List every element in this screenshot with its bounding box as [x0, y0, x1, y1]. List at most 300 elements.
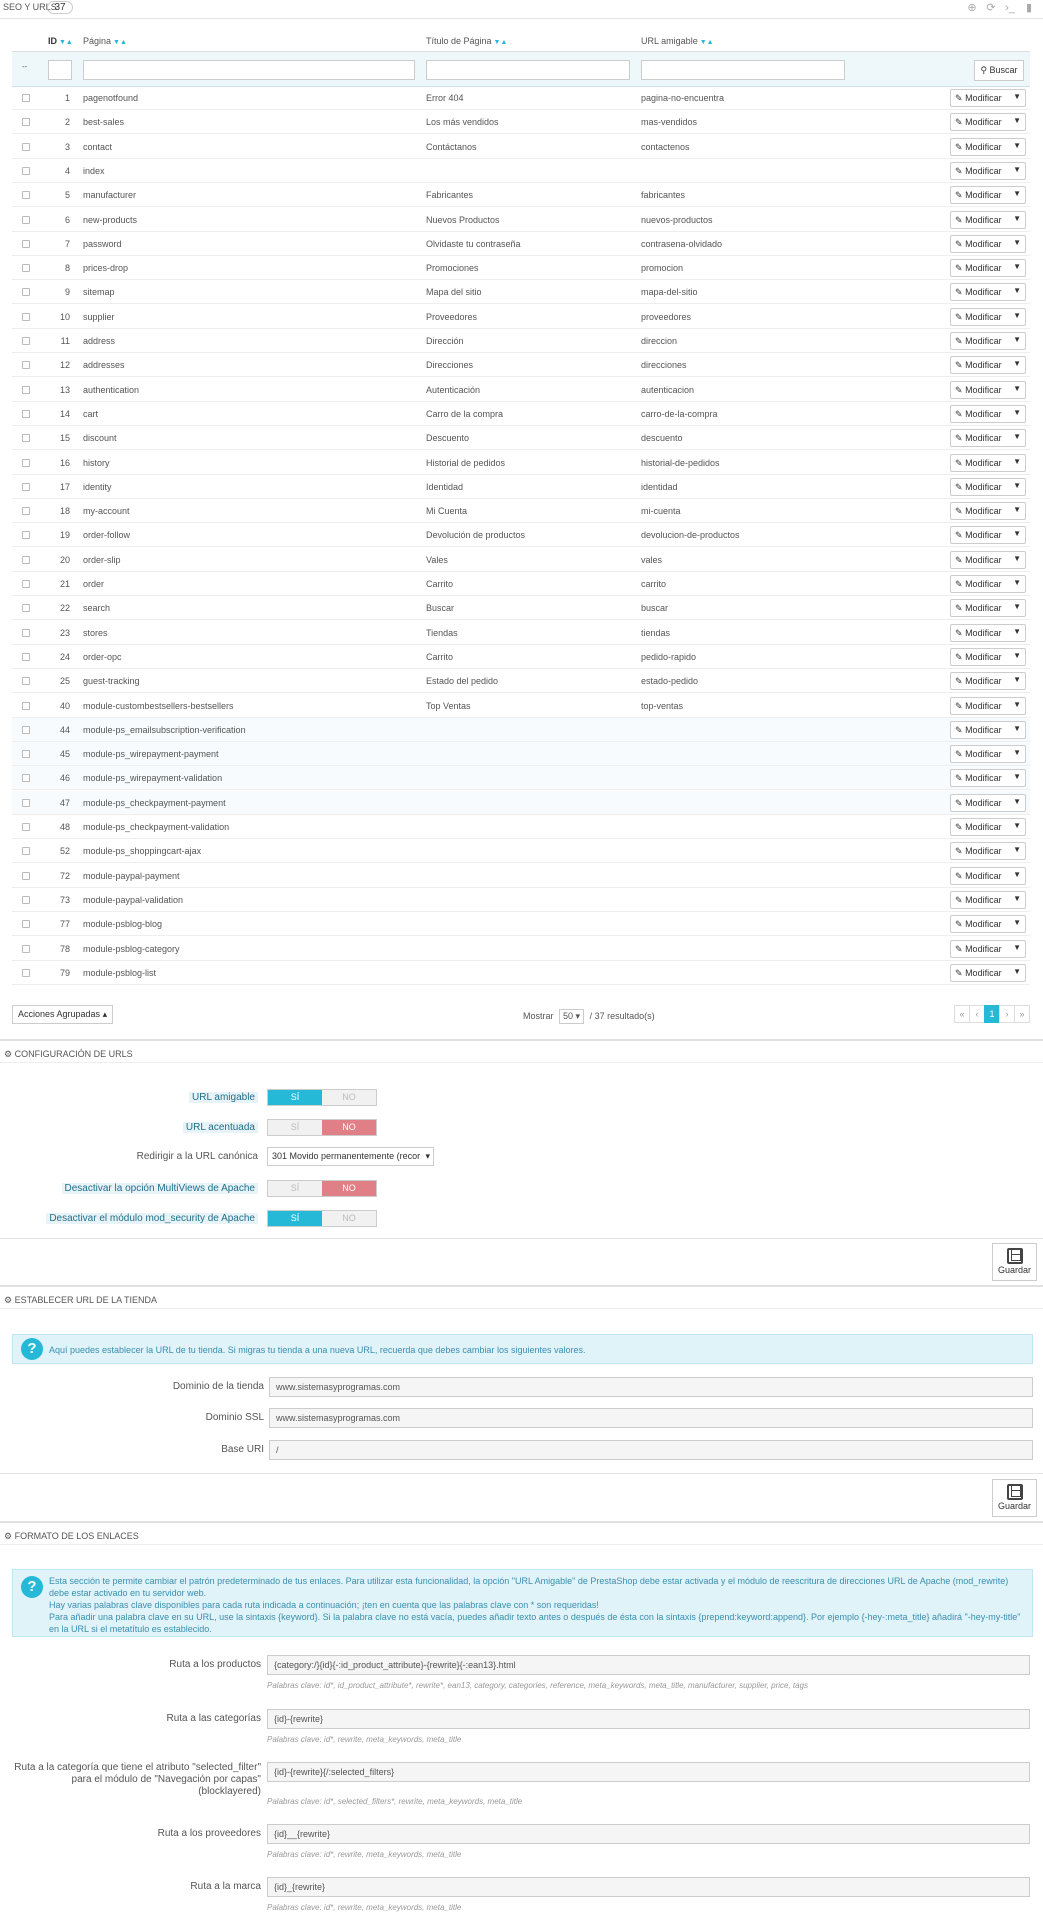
panel-link-format-header: [0, 1521, 1043, 1545]
row-page: best-sales: [83, 117, 125, 128]
table-row[interactable]: [12, 183, 1030, 207]
table-row[interactable]: [12, 912, 1030, 936]
caret-down-icon[interactable]: ▼: [1013, 602, 1021, 612]
accented-url-switch[interactable]: [267, 1119, 377, 1136]
switch-yes[interactable]: SÍ: [290, 1183, 300, 1193]
search-button[interactable]: ⚲ Buscar: [974, 60, 1024, 81]
caret-down-icon[interactable]: ▼: [1013, 335, 1021, 344]
table-row[interactable]: [12, 621, 1030, 645]
pencil-icon: ✎: [955, 190, 963, 201]
row-url: mas-vendidos: [641, 117, 698, 128]
edit-button[interactable]: ✎ Modificar ▼: [950, 575, 1026, 593]
switch-no[interactable]: NO: [342, 1092, 356, 1102]
row-checkbox[interactable]: [22, 288, 30, 296]
edit-button[interactable]: ✎ Modificar ▼: [950, 478, 1026, 496]
row-title: Los más vendidos: [426, 117, 499, 128]
caret-down-icon[interactable]: ▼: [1013, 650, 1021, 660]
row-checkbox[interactable]: [22, 896, 30, 904]
caret-down-icon[interactable]: ▼: [1013, 237, 1021, 247]
table-row[interactable]: [12, 766, 1030, 790]
row-page: sitemap: [83, 287, 115, 298]
caret-down-icon[interactable]: ▼: [1013, 796, 1021, 806]
edit-button[interactable]: ✎ Modificar ▼: [950, 599, 1026, 617]
filter-id-input[interactable]: [48, 60, 72, 80]
pencil-icon: ✎: [955, 457, 963, 468]
page-toolbar: [0, 0, 1043, 18]
table-header: [12, 27, 1030, 52]
row-page: order-opc: [83, 651, 122, 662]
table-row[interactable]: [12, 572, 1030, 596]
edit-button[interactable]: ✎ Modificar ▼: [950, 915, 1026, 933]
row-checkbox[interactable]: [22, 118, 30, 126]
caret-down-icon[interactable]: ▼: [1013, 456, 1021, 466]
edit-button[interactable]: ✎ Modificar ▼: [950, 964, 1026, 982]
caret-down-icon[interactable]: ▼: [1013, 845, 1021, 855]
row-page: discount: [83, 433, 117, 444]
table-row[interactable]: [12, 694, 1030, 718]
row-page: module-custombestsellers-bestsellers: [83, 700, 234, 711]
row-title: Mapa del sitio: [426, 287, 482, 298]
first-page-icon[interactable]: «: [954, 1005, 970, 1023]
caret-down-icon[interactable]: ▼: [1013, 359, 1021, 369]
row-page: module-ps_emailsubscription-verification: [83, 724, 246, 735]
pencil-icon: ✎: [955, 919, 963, 930]
row-checkbox[interactable]: [22, 604, 30, 612]
page-button-1[interactable]: 1: [984, 1005, 1000, 1023]
row-checkbox[interactable]: [22, 677, 30, 685]
row-title: Top Ventas: [426, 700, 471, 711]
pencil-icon: ✎: [955, 165, 963, 176]
row-url: proveedores: [641, 311, 692, 322]
edit-button[interactable]: ✎ Modificar ▼: [950, 745, 1026, 763]
caret-down-icon[interactable]: ▼: [1013, 189, 1021, 199]
caret-down-icon[interactable]: ▼: [1013, 772, 1021, 782]
row-page: module-ps_wirepayment-validation: [83, 773, 223, 784]
row-checkbox[interactable]: [22, 410, 30, 418]
table-row[interactable]: [12, 523, 1030, 547]
row-url: nuevos-productos: [641, 214, 713, 225]
edit-button[interactable]: ✎ Modificar ▼: [950, 405, 1026, 423]
table-row[interactable]: [12, 839, 1030, 863]
divider: [0, 1238, 1043, 1239]
brand-route-input[interactable]: {id}_{rewrite}: [267, 1877, 1030, 1897]
multiviews-row: [0, 1180, 1043, 1198]
edit-button[interactable]: ✎ Modificar ▼: [950, 454, 1026, 472]
row-id: 14: [59, 408, 70, 419]
row-checkbox[interactable]: [22, 459, 30, 467]
caret-down-icon[interactable]: ▼: [1013, 505, 1021, 515]
row-id: 17: [59, 481, 70, 492]
prev-page-icon[interactable]: ‹: [969, 1005, 985, 1023]
row-checkbox[interactable]: [22, 313, 30, 321]
next-page-icon[interactable]: ›: [999, 1005, 1015, 1023]
edit-button[interactable]: ✎ Modificar ▼: [950, 818, 1026, 836]
row-checkbox[interactable]: [22, 823, 30, 831]
pencil-icon: ✎: [955, 967, 963, 978]
table-row[interactable]: [12, 645, 1030, 669]
refresh-icon[interactable]: ⟳: [986, 2, 996, 14]
caret-down-icon[interactable]: ▼: [1013, 578, 1021, 587]
table-row[interactable]: [12, 402, 1030, 426]
row-title: Error 404: [426, 93, 464, 103]
pencil-icon: ✎: [955, 846, 963, 857]
link-format-info-alert: ? Esta sección te permite cambiar el patrón predeterminado de tus enlaces. Para utilizar esta funcionalidad, la opción "URL Amigable" de PrestaShop debe estar activada y el módulo de reescritura de direcciones URL de Apache (mod_rewrite) debe estar activado en tu servidor web. Hay varias palabras clave disponibles para cada ruta indicada a continuación; ¡ten en cuenta que las palabras clave con * son requeridas! Para añadir una palabra clave en su URL, use la sintaxis {keyword}. Si la palabra clave no está vacía, puedes añadir texto antes o después de ésta con la sintaxis {prepend:keyword:append}. Por ejemplo {-hey-:meta_title} añadirá "-hey-my-title" en la URL si el metatítulo es establecido.: [12, 1569, 1033, 1637]
switch-no[interactable]: NO: [322, 1120, 376, 1135]
row-url: vales: [641, 554, 663, 565]
filter-url-input[interactable]: [641, 60, 845, 80]
row-title: Estado del pedido: [426, 676, 499, 687]
row-id: 19: [59, 530, 70, 541]
row-checkbox[interactable]: [22, 945, 30, 953]
pencil-icon: ✎: [955, 336, 963, 346]
base-uri-input[interactable]: /: [269, 1440, 1033, 1460]
pencil-icon: ✎: [955, 773, 963, 784]
pagination: [955, 1005, 1030, 1023]
table-row[interactable]: [12, 329, 1030, 353]
edit-button[interactable]: ✎ Modificar ▼: [950, 162, 1026, 180]
table-row[interactable]: [12, 110, 1030, 134]
row-id: 48: [59, 822, 70, 832]
caret-up-icon: ▴: [102, 1009, 108, 1019]
row-id: 2: [64, 117, 70, 128]
row-title: Devolución de productos: [426, 530, 526, 541]
filter-page-input[interactable]: [83, 60, 415, 80]
table-row[interactable]: [12, 378, 1030, 402]
edit-button[interactable]: ✎ Modificar ▼: [950, 867, 1026, 885]
row-checkbox[interactable]: [22, 143, 30, 151]
row-title: Carro de la compra: [426, 408, 504, 419]
pagination-info: Mostrar 50 ▾ / 37 resultado(s): [523, 1009, 655, 1024]
caret-down-icon[interactable]: ▼: [1013, 92, 1021, 101]
edit-button[interactable]: ✎ Modificar ▼: [950, 721, 1026, 739]
table-row[interactable]: [12, 426, 1030, 450]
per-page-select[interactable]: 50 ▾: [559, 1009, 584, 1024]
row-page: password: [83, 238, 122, 249]
edit-button[interactable]: ✎ Modificar ▼: [950, 672, 1026, 690]
row-id: 18: [59, 506, 70, 517]
row-title: Fabricantes: [426, 190, 474, 201]
caret-down-icon[interactable]: ▼: [1013, 286, 1021, 296]
edit-button[interactable]: ✎ Modificar ▼: [950, 235, 1026, 253]
row-checkbox[interactable]: [22, 653, 30, 661]
edit-button[interactable]: ✎ Modificar ▼: [950, 332, 1026, 350]
row-checkbox[interactable]: [22, 750, 30, 758]
row-url: fabricantes: [641, 190, 686, 201]
save-icon: [1007, 1248, 1023, 1264]
row-page: my-account: [83, 506, 130, 517]
row-url: mapa-del-sitio: [641, 287, 698, 298]
row-id: 44: [59, 724, 70, 735]
pencil-icon: ✎: [955, 360, 963, 371]
edit-button[interactable]: ✎ Modificar ▼: [950, 526, 1026, 544]
table-row[interactable]: [12, 937, 1030, 961]
row-checkbox[interactable]: [22, 264, 30, 272]
caret-down-icon[interactable]: ▼: [1013, 918, 1021, 928]
row-id: 10: [59, 311, 70, 322]
caret-down-icon[interactable]: ▼: [1013, 893, 1021, 903]
row-checkbox[interactable]: [22, 386, 30, 394]
filter-route-input[interactable]: {id}-{rewrite}{/:selected_filters}: [267, 1762, 1030, 1782]
caret-down-icon[interactable]: ▼: [1013, 626, 1021, 636]
caret-down-icon[interactable]: ▼: [1013, 213, 1021, 223]
switch-yes[interactable]: SÍ: [268, 1090, 322, 1105]
row-checkbox[interactable]: [22, 872, 30, 880]
row-title: Dirección: [426, 336, 464, 346]
row-id: 5: [64, 190, 70, 201]
edit-button[interactable]: ✎ Modificar ▼: [950, 794, 1026, 812]
row-checkbox[interactable]: [22, 191, 30, 199]
edit-button[interactable]: ✎ Modificar ▼: [950, 89, 1026, 107]
table-row[interactable]: [12, 86, 1030, 110]
row-id: 23: [59, 627, 70, 638]
row-checkbox[interactable]: [22, 167, 30, 175]
product-route-label: Ruta a los productos: [169, 1659, 261, 1670]
table-row[interactable]: [12, 596, 1030, 620]
edit-button[interactable]: ✎ Modificar ▼: [950, 356, 1026, 374]
pencil-icon: ✎: [955, 481, 963, 492]
edit-button[interactable]: ✎ Modificar ▼: [950, 502, 1026, 520]
row-title: Buscar: [426, 603, 455, 614]
accented-url-row: [0, 1119, 1043, 1137]
table-row[interactable]: [12, 353, 1030, 377]
row-url: estado-pedido: [641, 676, 699, 687]
caret-down-icon[interactable]: ▼: [1013, 116, 1021, 126]
row-checkbox[interactable]: [22, 531, 30, 539]
caret-down-icon[interactable]: ▼: [1013, 723, 1021, 733]
table-row[interactable]: [12, 815, 1030, 839]
row-page: history: [83, 457, 110, 468]
row-checkbox[interactable]: [22, 434, 30, 442]
pencil-icon: ✎: [955, 433, 963, 444]
row-checkbox[interactable]: [22, 774, 30, 782]
pencil-icon: ✎: [955, 554, 963, 565]
row-url: contrasena-olvidado: [641, 238, 723, 249]
caret-down-icon[interactable]: ▼: [1013, 262, 1021, 272]
last-page-icon[interactable]: »: [1014, 1005, 1030, 1023]
row-page: order-slip: [83, 554, 121, 565]
caret-down-icon[interactable]: ▼: [1013, 675, 1021, 685]
table-row[interactable]: [12, 548, 1030, 572]
row-page: module-paypal-payment: [83, 870, 180, 881]
row-checkbox[interactable]: [22, 337, 30, 345]
brand-route-row: [0, 1877, 1043, 1897]
pencil-icon: ✎: [955, 408, 963, 419]
shop-domain-input[interactable]: www.sistemasyprogramas.com: [269, 1377, 1033, 1397]
row-id: 13: [59, 384, 70, 395]
row-checkbox[interactable]: [22, 240, 30, 248]
row-checkbox[interactable]: [22, 799, 30, 807]
mod-security-switch[interactable]: [267, 1210, 377, 1227]
add-icon[interactable]: ⊕: [967, 2, 977, 14]
edit-button[interactable]: ✎ Modificar ▼: [950, 186, 1026, 204]
caret-down-icon[interactable]: ▼: [1013, 942, 1021, 952]
row-checkbox[interactable]: [22, 629, 30, 637]
product-route-input[interactable]: {category:/}{id}{-:id_product_attribute}-{rewrite}{-:ean13}.html: [267, 1655, 1030, 1675]
table-row[interactable]: [12, 232, 1030, 256]
table-row[interactable]: [12, 135, 1030, 159]
caret-down-icon[interactable]: ▼: [1013, 310, 1021, 320]
row-id: 45: [59, 749, 70, 760]
caret-down-icon[interactable]: ▼: [1013, 529, 1021, 539]
row-id: 8: [64, 263, 70, 274]
caret-down-icon[interactable]: ▼: [1013, 821, 1021, 830]
panel-title: ⚙ FORMATO DE LOS ENLACES: [4, 1531, 139, 1541]
friendly-url-label: URL amigable: [189, 1092, 258, 1103]
pencil-icon: ✎: [955, 214, 963, 225]
row-id: 73: [59, 894, 70, 905]
table-row[interactable]: [12, 451, 1030, 475]
pencil-icon: ✎: [955, 724, 963, 735]
row-checkbox[interactable]: [22, 361, 30, 369]
delete-icon[interactable]: ▮: [1025, 2, 1033, 14]
edit-button[interactable]: ✎ Modificar ▼: [950, 381, 1026, 399]
edit-button[interactable]: ✎ Modificar ▼: [950, 211, 1026, 229]
caret-down-icon[interactable]: ▼: [1013, 407, 1021, 417]
pencil-icon: ✎: [955, 579, 963, 589]
edit-button[interactable]: ✎ Modificar ▼: [950, 624, 1026, 642]
table-row[interactable]: [12, 961, 1030, 985]
caret-down-icon[interactable]: ▼: [1013, 748, 1021, 758]
table-row[interactable]: [12, 208, 1030, 232]
column-id[interactable]: ID ▼▲: [48, 36, 73, 46]
row-checkbox[interactable]: [22, 483, 30, 491]
row-checkbox[interactable]: [22, 216, 30, 224]
switch-yes[interactable]: SÍ: [290, 1122, 300, 1132]
category-route-input[interactable]: {id}-{rewrite}: [267, 1709, 1030, 1729]
caret-down-icon[interactable]: ▼: [1013, 140, 1021, 150]
row-checkbox[interactable]: [22, 726, 30, 734]
cogs-icon: ⚙: [4, 1295, 13, 1305]
edit-button[interactable]: ✎ Modificar ▼: [950, 429, 1026, 447]
supplier-route-input[interactable]: {id}__{rewrite}: [267, 1824, 1030, 1844]
row-title: Tiendas: [426, 627, 458, 638]
edit-button[interactable]: ✎ Modificar ▼: [950, 308, 1026, 326]
column-title[interactable]: Título de Página ▼▲: [426, 36, 508, 46]
table-row[interactable]: [12, 669, 1030, 693]
row-url: tiendas: [641, 627, 671, 638]
pencil-icon: ✎: [955, 384, 963, 395]
row-page: address: [83, 336, 116, 346]
table-row[interactable]: [12, 280, 1030, 304]
brand-route-label: Ruta a la marca: [190, 1881, 261, 1892]
table-row[interactable]: [12, 888, 1030, 912]
table-row[interactable]: [12, 256, 1030, 280]
row-page: stores: [83, 627, 108, 638]
table-row[interactable]: [12, 718, 1030, 742]
sql-query-icon[interactable]: ›_: [1005, 2, 1015, 14]
caret-down-icon[interactable]: ▼: [1013, 869, 1021, 879]
row-url: autenticacion: [641, 384, 695, 395]
table-row[interactable]: [12, 864, 1030, 888]
edit-button[interactable]: ✎ Modificar ▼: [950, 891, 1026, 909]
list-footer: [12, 1002, 1030, 1026]
row-page: identity: [83, 481, 112, 492]
pencil-icon: ✎: [955, 238, 963, 249]
row-page: manufacturer: [83, 190, 137, 201]
save-button[interactable]: Guardar: [992, 1479, 1037, 1517]
toolbar-icons: [959, 2, 1035, 14]
row-checkbox[interactable]: [22, 920, 30, 928]
caret-down-icon[interactable]: ▼: [1013, 383, 1021, 393]
canonical-redirect-select[interactable]: 301 Movido permanentemente (recor ▾: [267, 1147, 434, 1166]
table-row[interactable]: [12, 499, 1030, 523]
row-checkbox[interactable]: [22, 847, 30, 855]
column-page[interactable]: Página ▼▲: [83, 36, 127, 46]
pencil-icon: ✎: [955, 700, 963, 711]
caret-down-icon[interactable]: ▼: [1013, 164, 1021, 174]
table-row[interactable]: [12, 475, 1030, 499]
caret-down-icon[interactable]: ▼: [1013, 699, 1021, 709]
row-url: buscar: [641, 603, 669, 614]
row-page: pagenotfound: [83, 93, 139, 103]
edit-button[interactable]: ✎ Modificar ▼: [950, 842, 1026, 860]
row-url: carrito: [641, 579, 667, 589]
save-button[interactable]: Guardar: [992, 1243, 1037, 1281]
row-id: 21: [59, 579, 70, 589]
edit-button[interactable]: ✎ Modificar ▼: [950, 113, 1026, 131]
friendly-url-row: [0, 1089, 1043, 1107]
row-checkbox[interactable]: [22, 580, 30, 588]
edit-button[interactable]: ✎ Modificar ▼: [950, 697, 1026, 715]
row-checkbox[interactable]: [22, 702, 30, 710]
row-id: 6: [64, 214, 70, 225]
edit-button[interactable]: ✎ Modificar ▼: [950, 551, 1026, 569]
column-url[interactable]: URL amigable ▼▲: [641, 36, 714, 46]
category-route-label: Ruta a las categorías: [166, 1713, 261, 1724]
row-page: addresses: [83, 360, 125, 371]
row-checkbox[interactable]: [22, 969, 30, 977]
switch-no[interactable]: NO: [342, 1213, 356, 1223]
row-checkbox[interactable]: [22, 94, 30, 102]
row-checkbox[interactable]: [22, 556, 30, 564]
edit-button[interactable]: ✎ Modificar ▼: [950, 648, 1026, 666]
edit-button[interactable]: ✎ Modificar ▼: [950, 769, 1026, 787]
bulk-actions-button[interactable]: Acciones Agrupadas ▴: [12, 1005, 113, 1024]
filter-title-input[interactable]: [426, 60, 630, 80]
edit-button[interactable]: ✎ Modificar ▼: [950, 940, 1026, 958]
caret-down-icon[interactable]: ▼: [1013, 480, 1021, 490]
table-row[interactable]: [12, 159, 1030, 183]
ssl-domain-input[interactable]: www.sistemasyprogramas.com: [269, 1408, 1033, 1428]
switch-no[interactable]: NO: [322, 1181, 376, 1196]
switch-yes[interactable]: SÍ: [268, 1211, 322, 1226]
friendly-url-switch[interactable]: [267, 1089, 377, 1106]
table-row[interactable]: [12, 791, 1030, 815]
pencil-icon: ✎: [955, 287, 963, 298]
category-route-help: Palabras clave: id*, rewrite, meta_keywords, meta_title: [267, 1735, 462, 1744]
row-url: pagina-no-encuentra: [641, 93, 725, 103]
mod-security-label: Desactivar el módulo mod_security de Apache: [46, 1213, 258, 1224]
pencil-icon: ✎: [955, 263, 963, 274]
edit-button[interactable]: ✎ Modificar ▼: [950, 283, 1026, 301]
row-page: module-ps_checkpayment-validation: [83, 822, 230, 832]
brand-route-help: Palabras clave: id*, rewrite, meta_keywords, meta_title: [267, 1903, 462, 1912]
caret-down-icon[interactable]: ▼: [1013, 432, 1021, 442]
chevron-down-icon: ▾: [425, 1151, 430, 1161]
row-id: 7: [64, 238, 70, 249]
table-row[interactable]: [12, 305, 1030, 329]
pencil-icon: ✎: [955, 627, 963, 638]
edit-button[interactable]: ✎ Modificar ▼: [950, 259, 1026, 277]
row-checkbox[interactable]: [22, 507, 30, 515]
caret-down-icon[interactable]: ▼: [1013, 553, 1021, 563]
canonical-redirect-row: [0, 1148, 1043, 1166]
multiviews-switch[interactable]: [267, 1180, 377, 1197]
table-row[interactable]: [12, 742, 1030, 766]
row-id: 1: [64, 93, 70, 103]
caret-down-icon[interactable]: ▼: [1013, 966, 1021, 976]
edit-button[interactable]: ✎ Modificar ▼: [950, 138, 1026, 156]
